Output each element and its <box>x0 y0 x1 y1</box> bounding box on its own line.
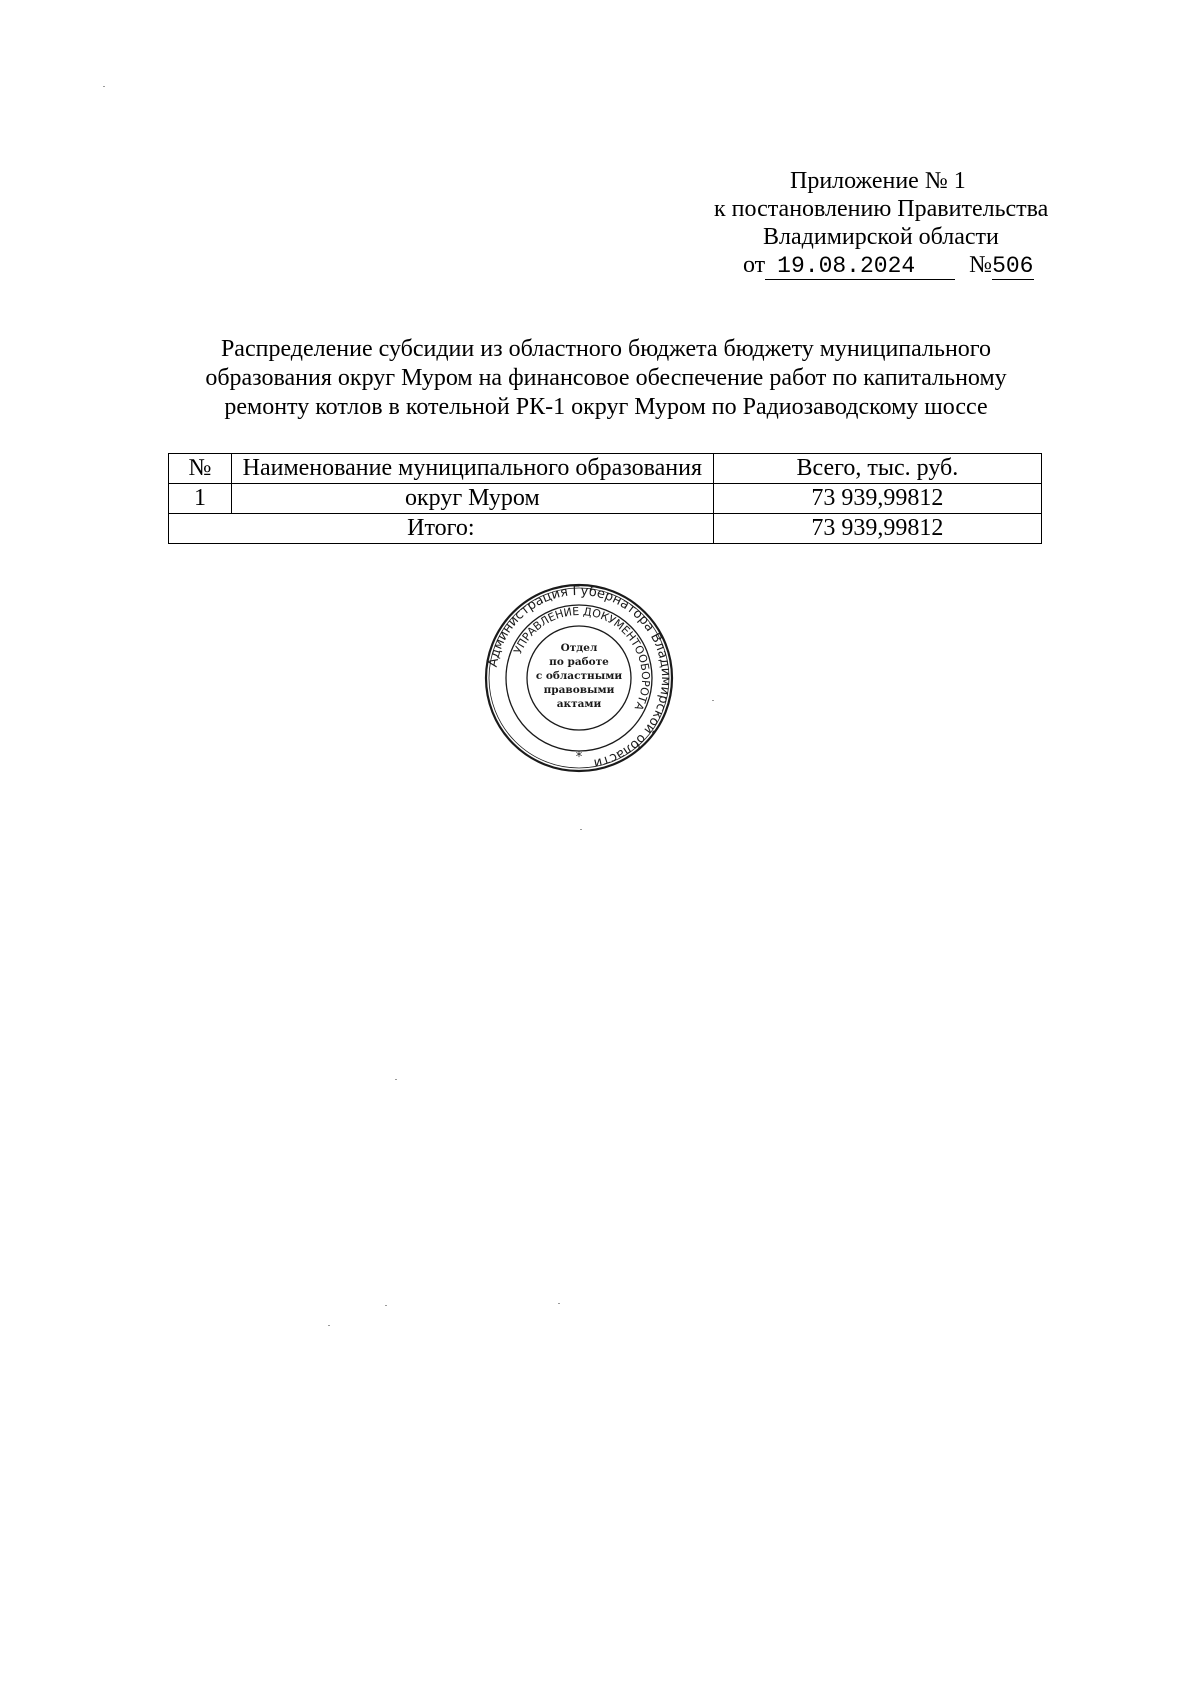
table-header-row <box>169 454 1042 484</box>
seal-center-line: Отдел <box>560 642 598 654</box>
total-label: Итого: <box>169 514 714 544</box>
appendix-region: Владимирской области <box>763 224 999 250</box>
total-value: 73 939,99812 <box>713 514 1041 544</box>
scan-speck <box>328 1325 330 1326</box>
row-number: 1 <box>169 484 232 514</box>
header-total: Всего, тыс. руб. <box>713 454 1041 484</box>
number-sign: № <box>969 252 993 278</box>
seal-inner-text: УПРАВЛЕНИЕ ДОКУМЕНТООБОРОТА <box>511 604 653 713</box>
row-total: 73 939,99812 <box>713 484 1041 514</box>
scan-speck <box>385 1305 387 1306</box>
seal-center-line: правовыми <box>543 684 615 696</box>
scan-speck <box>712 700 714 701</box>
scan-speck <box>580 829 582 830</box>
header-municipality: Наименование муниципального образования <box>231 454 713 484</box>
official-seal <box>484 583 674 773</box>
scan-speck <box>558 1303 560 1304</box>
table-total-row <box>169 514 1042 544</box>
row-municipality: округ Муром <box>231 484 713 514</box>
resolution-number: 506 <box>992 253 1034 279</box>
seal-center-line: актами <box>556 698 602 710</box>
resolution-date: 19.08.2024 <box>765 253 955 280</box>
appendix-number: Приложение № 1 <box>790 168 966 194</box>
appendix-date-line <box>690 251 1110 280</box>
document-title: Распределение субсидии из областного бюджета бюджету муниципального образования округ Муром на финансовое обеспечение работ по капитальному ремонту котлов в котельной РК-1 округ Муром по Радиозаводскому шоссе <box>205 336 1007 420</box>
distribution-table <box>168 453 1042 544</box>
scan-speck <box>103 86 105 87</box>
seal-center-line: с областными <box>535 670 623 682</box>
table-row <box>169 484 1042 514</box>
seal-center-line: по работе <box>549 656 609 668</box>
appendix-reference: к постановлению Правительства <box>714 196 1049 222</box>
seal-star: * <box>575 750 583 765</box>
header-number: № <box>169 454 232 484</box>
scan-speck <box>395 1079 397 1080</box>
seal-outer-text: Администрация Губернатора Владимирской области <box>485 583 674 771</box>
date-prefix: от <box>743 252 766 278</box>
appendix-header <box>690 167 1110 280</box>
